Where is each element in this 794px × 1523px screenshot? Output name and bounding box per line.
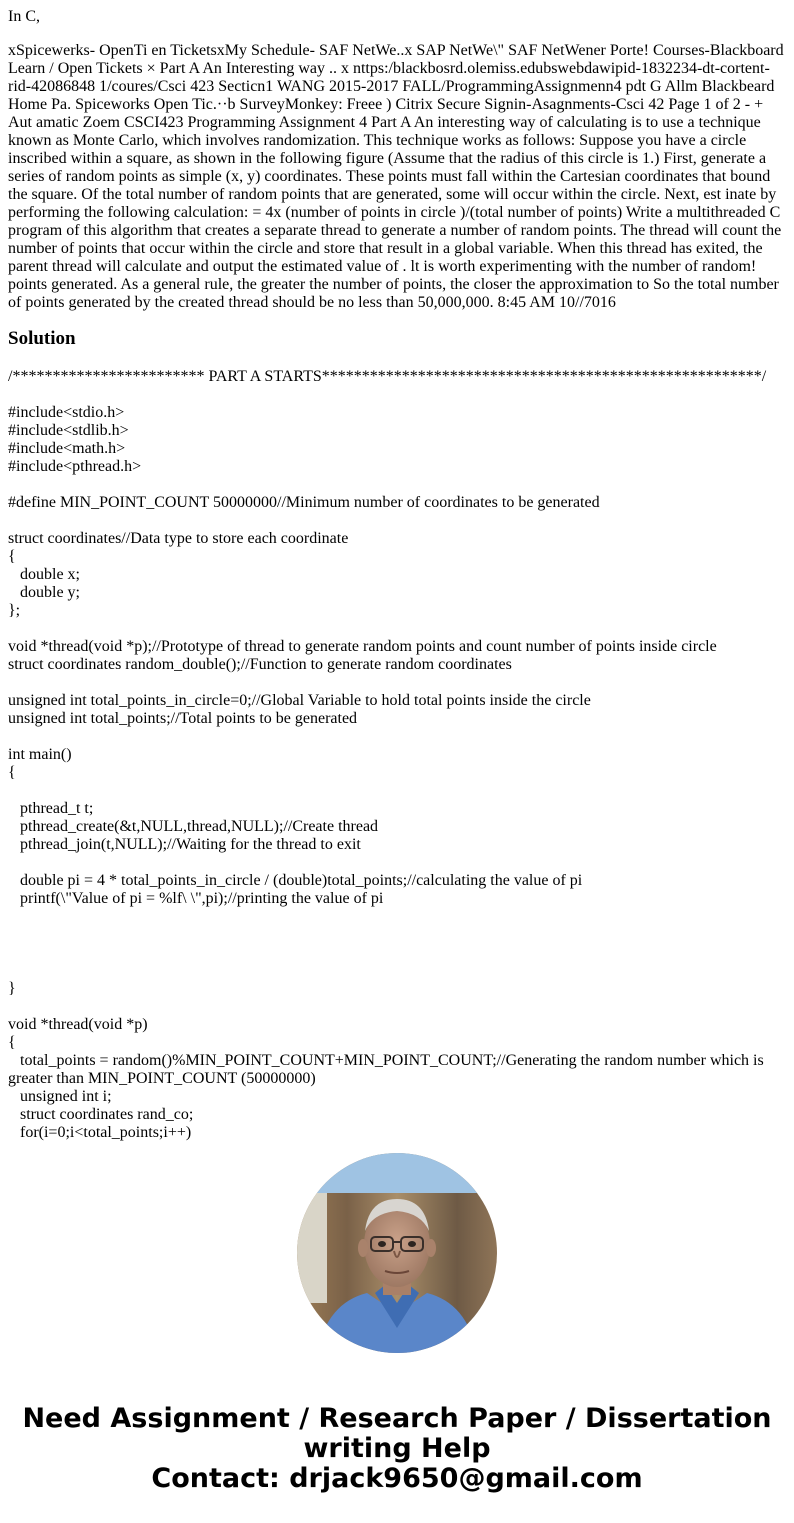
code-line	[8, 782, 786, 800]
promo-footer	[0, 1404, 794, 1494]
code-line: printf(\"Value of pi = %lf\ \",pi);//printing the value of pi	[8, 890, 384, 907]
code-line: {	[8, 1034, 16, 1051]
code-line: struct coordinates random_double();//Function to generate random coordinates	[8, 656, 512, 673]
code-line	[8, 674, 786, 692]
code-line	[8, 962, 786, 980]
code-line: unsigned int total_points_in_circle=0;//Global Variable to hold total points inside the circle	[8, 692, 591, 709]
code-line: };	[8, 602, 21, 619]
code-line: /************************ PART A STARTS*******************************************************/	[8, 368, 767, 385]
author-avatar	[297, 1153, 497, 1353]
code-line: double y;	[8, 584, 80, 601]
code-line: #include<stdio.h>	[8, 404, 125, 421]
code-line: #include<stdlib.h>	[8, 422, 129, 439]
code-line	[8, 620, 786, 638]
code-line: #include<pthread.h>	[8, 458, 142, 475]
code-line	[8, 386, 786, 404]
code-line	[8, 476, 786, 494]
code-line: unsigned int total_points;//Total points to be generated	[8, 710, 358, 727]
promo-line-2: writing Help	[303, 1433, 491, 1464]
solution-heading: Solution	[8, 328, 76, 349]
code-line: #include<math.h>	[8, 440, 126, 457]
code-line	[8, 926, 786, 944]
code-line	[8, 944, 786, 962]
code-line: {	[8, 764, 16, 781]
code-line: double pi = 4 * total_points_in_circle / (double)total_points;//calculating the value of pi	[8, 872, 583, 889]
question-intro: In C,	[8, 8, 40, 25]
question-body: xSpicewerks- OpenTi en TicketsxMy Schedule- SAF NetWe..x SAP NetWe\" SAF NetWener Porte! Courses-Blackboard Learn / Open Tickets × Part A An Interesting way .. x nttps:/blackbosrd.olemiss.edubswebdawipid-1832234-dt-cortent-rid-42086848 1/coures/Csci 423 Secticn1 WANG 2015-2017 FALL/ProgrammingAssignmenn4 pdt G Allm Blackbeard Home Pa. Spiceworks Open Tic.··b SurveyMonkey: Freee ) Citrix Secure Signin-Asagnments-Csci 42 Page 1 of 2 - + Aut amatic Zoem CSCI423 Programming Assignment 4 Part A An interesting way of calculating is to use a technique known as Monte Carlo, which involves randomization. This technique works as follows: Suppose you have a circle inscribed within a square, as shown in the following figure (Assume that the radius of this circle is 1.) First, generate a series of random points as simple (x, y) coordinates. These points must fall within the Cartesian coordinates that bound the square. Of the total number of random points that are generated, some will occur within the circle. Next, est inate by performing the following calculation: = 4x (number of points in circle )/(total number of points) Write a multithreaded C program of this algorithm that creates a separate thread to generate a number of random points. The thread will count the number of points that occur within the circle and store that result in a global variable. When this thread has exited, the parent thread will calculate and output the estimated value of . lt is worth experimenting with the number of random! points generated. As a general rule, the greater the number of points, the closer the approximation to So the total number of points generated by the created thread should be no less than 50,000,000. 8:45 AM 10//7016	[8, 42, 784, 311]
code-line: }	[8, 980, 16, 997]
solution-code	[8, 368, 786, 1148]
code-line: struct coordinates//Data type to store each coordinate	[8, 530, 349, 547]
code-line: void *thread(void *p)	[8, 1016, 148, 1033]
code-line	[8, 512, 786, 530]
code-line	[8, 728, 786, 746]
promo-contact: Contact: drjack9650@gmail.com	[151, 1463, 643, 1494]
code-line: unsigned int i;	[8, 1088, 112, 1105]
code-line: for(i=0;i<total_points;i++)	[8, 1124, 192, 1141]
code-line: pthread_join(t,NULL);//Waiting for the thread to exit	[8, 836, 361, 853]
promo-line-1: Need Assignment / Research Paper / Dissertation	[22, 1403, 772, 1434]
code-line: struct coordinates rand_co;	[8, 1106, 194, 1123]
code-line: total_points = random()%MIN_POINT_COUNT+MIN_POINT_COUNT;//Generating the random number which is greater than MIN_POINT_COUNT (50000000)	[8, 1052, 768, 1087]
code-line: {	[8, 548, 16, 565]
code-line: #define MIN_POINT_COUNT 50000000//Minimum number of coordinates to be generated	[8, 494, 600, 511]
code-line: int main()	[8, 746, 72, 763]
code-line	[8, 998, 786, 1016]
document-content	[8, 8, 786, 1148]
code-line	[8, 908, 786, 926]
code-line: void *thread(void *p);//Prototype of thread to generate random points and count number of points inside circle	[8, 638, 717, 655]
author-portrait-icon	[297, 1153, 497, 1353]
code-line: double x;	[8, 566, 80, 583]
code-line: pthread_t t;	[8, 800, 94, 817]
code-line	[8, 854, 786, 872]
code-line: pthread_create(&t,NULL,thread,NULL);//Create thread	[8, 818, 379, 835]
